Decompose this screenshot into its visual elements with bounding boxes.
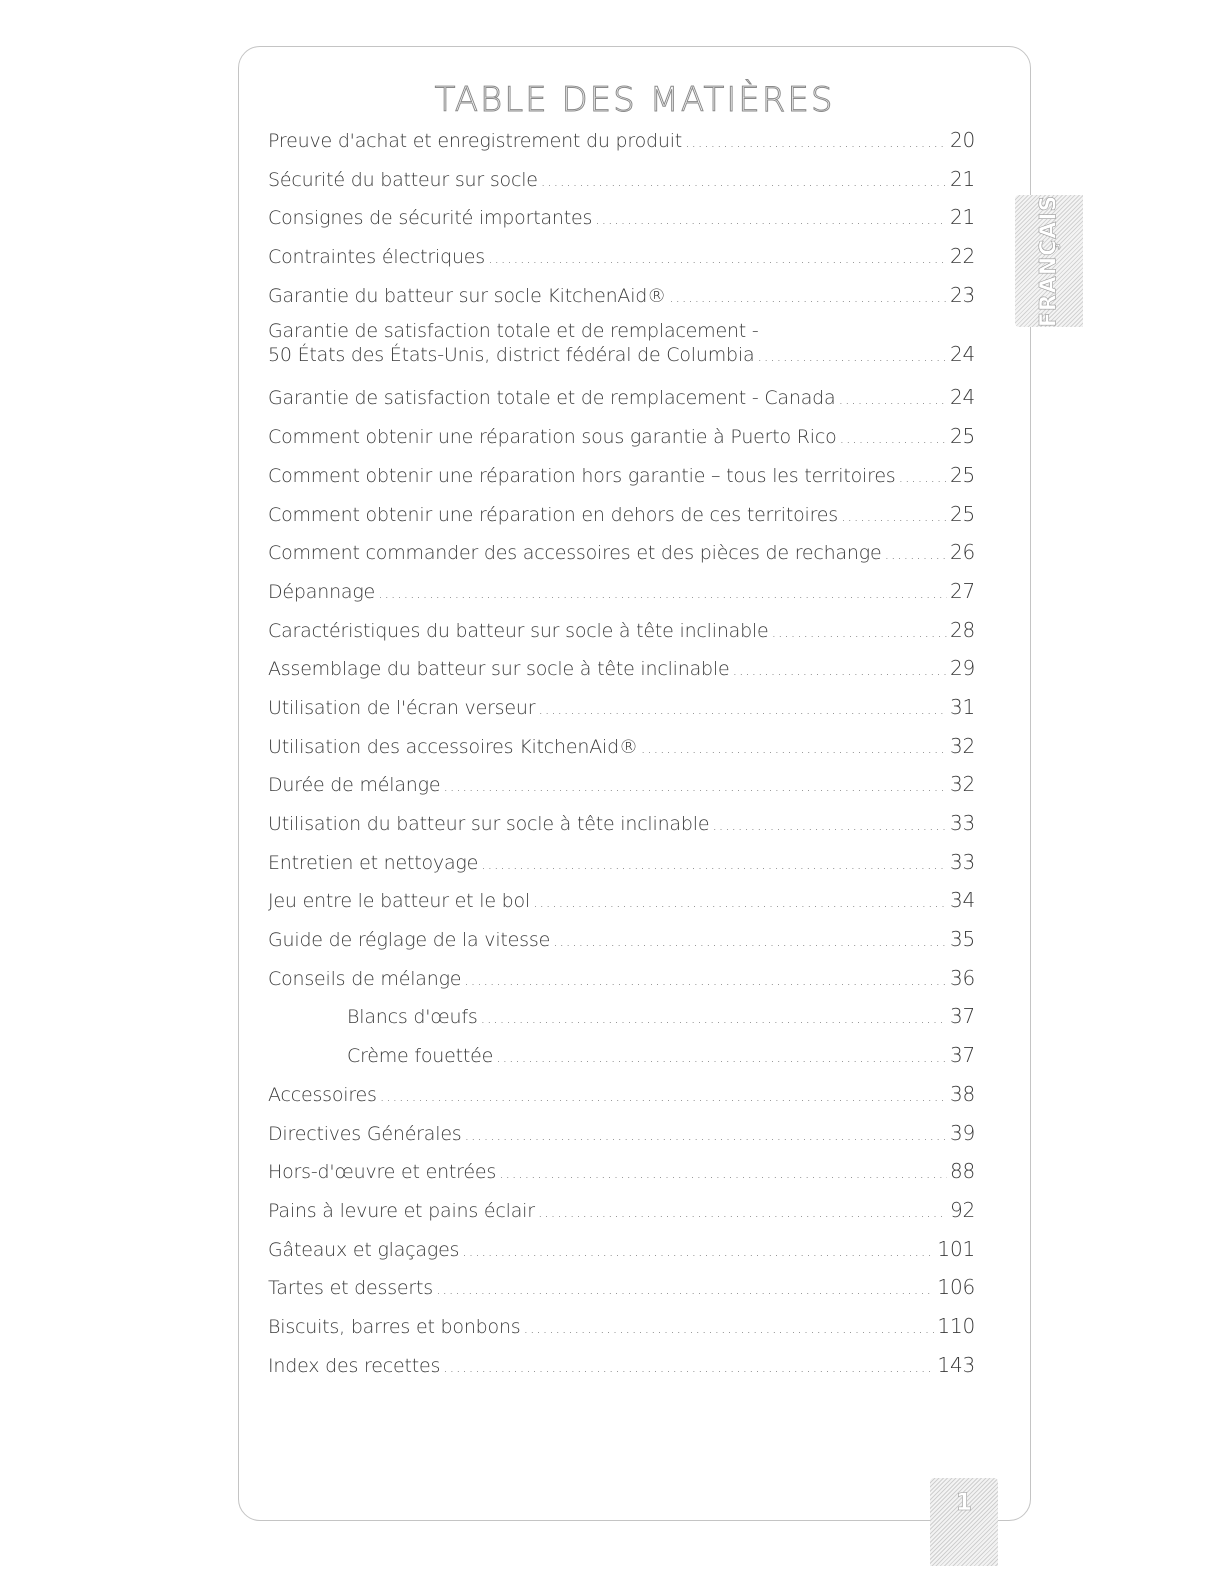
toc-entry-label: Caractéristiques du batteur sur socle à tête inclinable bbox=[268, 619, 769, 642]
toc-entry-page: 32 bbox=[949, 772, 975, 797]
toc-entry-label: Durée de mélange bbox=[268, 774, 441, 797]
toc-leader-dots bbox=[712, 816, 947, 834]
toc-entry-label: Index des recettes bbox=[268, 1354, 441, 1377]
toc-leader-dots bbox=[538, 1203, 947, 1221]
toc-entry-page: 88 bbox=[949, 1159, 975, 1184]
toc-entry-page: 101 bbox=[937, 1236, 975, 1261]
toc-entry-page: 106 bbox=[937, 1275, 975, 1300]
toc-entry-label: Comment obtenir une réparation sous garantie à Puerto Rico bbox=[268, 426, 837, 449]
toc-subentry[interactable] bbox=[268, 1043, 975, 1082]
toc-entry-page: 22 bbox=[949, 244, 975, 269]
toc-leader-dots bbox=[481, 855, 947, 873]
toc-entry-page: 143 bbox=[937, 1352, 975, 1377]
toc-leader-dots bbox=[884, 545, 946, 563]
language-tab bbox=[1015, 195, 1083, 327]
toc-entry[interactable] bbox=[268, 888, 975, 927]
toc-leader-dots bbox=[464, 971, 947, 989]
toc-leader-dots bbox=[669, 288, 947, 306]
toc-entry-page: 26 bbox=[949, 540, 975, 565]
toc-entry[interactable] bbox=[268, 463, 975, 502]
toc-entry[interactable] bbox=[268, 1159, 975, 1198]
toc-leader-dots bbox=[641, 739, 947, 757]
toc-entry-page: 24 bbox=[949, 342, 975, 367]
toc-entry[interactable] bbox=[268, 1237, 975, 1276]
toc-entry[interactable] bbox=[268, 850, 975, 889]
toc-entry[interactable] bbox=[268, 1121, 975, 1160]
toc-entry[interactable] bbox=[268, 205, 975, 244]
toc-entry-label: Pains à levure et pains éclair bbox=[268, 1199, 535, 1222]
toc-entry-label: Biscuits, barres et bonbons bbox=[268, 1315, 521, 1338]
toc-entry-label: Entretien et nettoyage bbox=[268, 851, 479, 874]
toc-entry[interactable] bbox=[268, 772, 975, 811]
toc-entry[interactable] bbox=[268, 734, 975, 773]
toc-entry-label: Directives Générales bbox=[268, 1122, 462, 1145]
toc-entry-label: Utilisation de l'écran verseur bbox=[268, 696, 536, 719]
toc-leader-dots bbox=[840, 429, 947, 447]
toc-entry-label: Assemblage du batteur sur socle à tête inclinable bbox=[268, 658, 730, 681]
toc-leader-dots bbox=[732, 661, 946, 679]
toc-entry-label: Utilisation du batteur sur socle à tête inclinable bbox=[268, 813, 710, 835]
toc-entry-label: Comment obtenir une réparation en dehors de ces territoires bbox=[268, 503, 838, 526]
toc-entry-page: 37 bbox=[949, 1043, 975, 1068]
table-of-contents bbox=[268, 128, 975, 1391]
toc-entry-label: Preuve d'achat et enregistrement du produit bbox=[268, 130, 683, 152]
toc-entry[interactable] bbox=[268, 1275, 975, 1314]
toc-entry-page: 39 bbox=[949, 1120, 975, 1145]
toc-entry[interactable] bbox=[268, 1353, 975, 1392]
toc-entry[interactable] bbox=[268, 540, 975, 579]
toc-entry[interactable] bbox=[268, 1082, 975, 1121]
toc-entry-label: Garantie du batteur sur socle KitchenAid® bbox=[268, 284, 666, 307]
toc-entry[interactable] bbox=[268, 927, 975, 966]
toc-leader-dots bbox=[899, 468, 947, 486]
toc-entry-label: Jeu entre le batteur et le bol bbox=[268, 890, 531, 913]
toc-entry[interactable] bbox=[268, 385, 975, 424]
toc-entry-label: Comment commander des accessoires et des pièces de rechange bbox=[268, 542, 882, 565]
toc-entry-page: 37 bbox=[949, 1004, 975, 1029]
toc-entry-page: 31 bbox=[949, 694, 975, 719]
toc-entry-page: 32 bbox=[949, 733, 975, 758]
toc-entry-page: 25 bbox=[949, 424, 975, 449]
toc-entry[interactable] bbox=[268, 1198, 975, 1237]
toc-subentry[interactable] bbox=[268, 1004, 975, 1043]
toc-entry-page: 25 bbox=[949, 462, 975, 487]
toc-entry-page: 38 bbox=[949, 1081, 975, 1106]
toc-entry[interactable] bbox=[268, 656, 975, 695]
toc-entry-label: Guide de réglage de la vitesse bbox=[268, 929, 551, 952]
toc-entry-label: Garantie de satisfaction totale et de remplacement - Canada bbox=[268, 387, 836, 410]
toc-leader-dots bbox=[380, 1087, 947, 1105]
toc-leader-dots bbox=[553, 932, 947, 950]
toc-entry-label: Contraintes électriques bbox=[268, 246, 485, 269]
toc-entry-label: Blancs d'œufs bbox=[347, 1006, 478, 1029]
toc-entry-page: 33 bbox=[949, 849, 975, 874]
toc-entry-label: Dépannage bbox=[268, 580, 376, 603]
toc-entry[interactable] bbox=[268, 321, 975, 385]
toc-entry-label: Consignes de sécurité importantes bbox=[268, 207, 593, 230]
toc-entry-page: 24 bbox=[949, 385, 975, 410]
toc-entry-page: 35 bbox=[949, 927, 975, 952]
toc-leader-dots bbox=[436, 1280, 934, 1298]
toc-entry[interactable] bbox=[268, 244, 975, 283]
toc-entry-label: Sécurité du batteur sur socle bbox=[268, 168, 538, 191]
toc-leader-dots bbox=[465, 1126, 947, 1144]
toc-entry-label: Accessoires bbox=[268, 1083, 377, 1106]
toc-entry-page: 25 bbox=[949, 501, 975, 526]
toc-entry-label: Hors-d'œuvre et entrées bbox=[268, 1161, 497, 1184]
page-number-badge bbox=[930, 1478, 998, 1566]
toc-entry[interactable] bbox=[268, 618, 975, 657]
toc-entry-page: 92 bbox=[949, 1197, 975, 1222]
toc-entry[interactable] bbox=[268, 424, 975, 463]
toc-leader-dots bbox=[488, 249, 947, 267]
toc-entry[interactable] bbox=[268, 811, 975, 850]
toc-entry-label-continued: 50 États des États-Unis, district fédéral de Columbia bbox=[268, 344, 755, 367]
toc-leader-dots bbox=[595, 210, 947, 228]
toc-leader-dots bbox=[841, 507, 947, 525]
toc-entry-page: 33 bbox=[949, 811, 975, 835]
toc-entry-page: 36 bbox=[949, 965, 975, 990]
toc-leader-dots bbox=[378, 584, 947, 602]
toc-leader-dots bbox=[533, 893, 947, 911]
toc-entry[interactable] bbox=[268, 167, 975, 206]
toc-entry[interactable] bbox=[268, 1314, 975, 1353]
toc-entry-page: 110 bbox=[937, 1313, 975, 1338]
language-tab-label: FRANÇAIS bbox=[1036, 194, 1062, 328]
toc-entry-label: Garantie de satisfaction totale et de remplacement - bbox=[268, 321, 759, 343]
toc-entry[interactable] bbox=[268, 283, 975, 322]
toc-entry[interactable] bbox=[268, 966, 975, 1005]
toc-entry-label: Crème fouettée bbox=[347, 1045, 494, 1068]
toc-leader-dots bbox=[685, 133, 947, 151]
toc-entry[interactable] bbox=[268, 579, 975, 618]
toc-entry-label: Gâteaux et glaçages bbox=[268, 1238, 460, 1261]
toc-leader-dots bbox=[462, 1242, 934, 1260]
toc-entry-page: 28 bbox=[949, 617, 975, 642]
toc-entry[interactable] bbox=[268, 695, 975, 734]
toc-entry[interactable] bbox=[268, 502, 975, 541]
toc-entry-page: 34 bbox=[949, 888, 975, 913]
toc-entry-label: Comment obtenir une réparation hors garantie – tous les territoires bbox=[268, 464, 896, 487]
toc-entry-page: 23 bbox=[949, 282, 975, 307]
toc-entry-label: Conseils de mélange bbox=[268, 967, 462, 990]
toc-leader-dots bbox=[838, 390, 946, 408]
toc-entry[interactable] bbox=[268, 128, 975, 167]
toc-leader-dots bbox=[499, 1164, 947, 1182]
toc-entry-page: 27 bbox=[949, 578, 975, 603]
toc-entry-page: 21 bbox=[949, 205, 975, 230]
toc-leader-dots bbox=[443, 1358, 934, 1376]
toc-entry-label: Tartes et desserts bbox=[268, 1277, 433, 1300]
toc-entry-page: 29 bbox=[949, 656, 975, 681]
toc-leader-dots bbox=[772, 623, 947, 641]
toc-leader-dots bbox=[523, 1319, 934, 1337]
toc-leader-dots bbox=[496, 1048, 947, 1066]
toc-leader-dots bbox=[538, 700, 947, 718]
toc-leader-dots bbox=[481, 1009, 947, 1027]
toc-entry-page: 20 bbox=[949, 128, 975, 152]
page-title: TABLE DES MATIÈRES bbox=[434, 80, 835, 120]
page-number: 1 bbox=[955, 1488, 973, 1516]
toc-entry-page: 21 bbox=[949, 166, 975, 191]
toc-leader-dots bbox=[541, 172, 947, 190]
toc-leader-dots bbox=[443, 777, 947, 795]
toc-leader-dots bbox=[757, 344, 947, 368]
toc-entry-label: Utilisation des accessoires KitchenAid® bbox=[268, 735, 638, 758]
